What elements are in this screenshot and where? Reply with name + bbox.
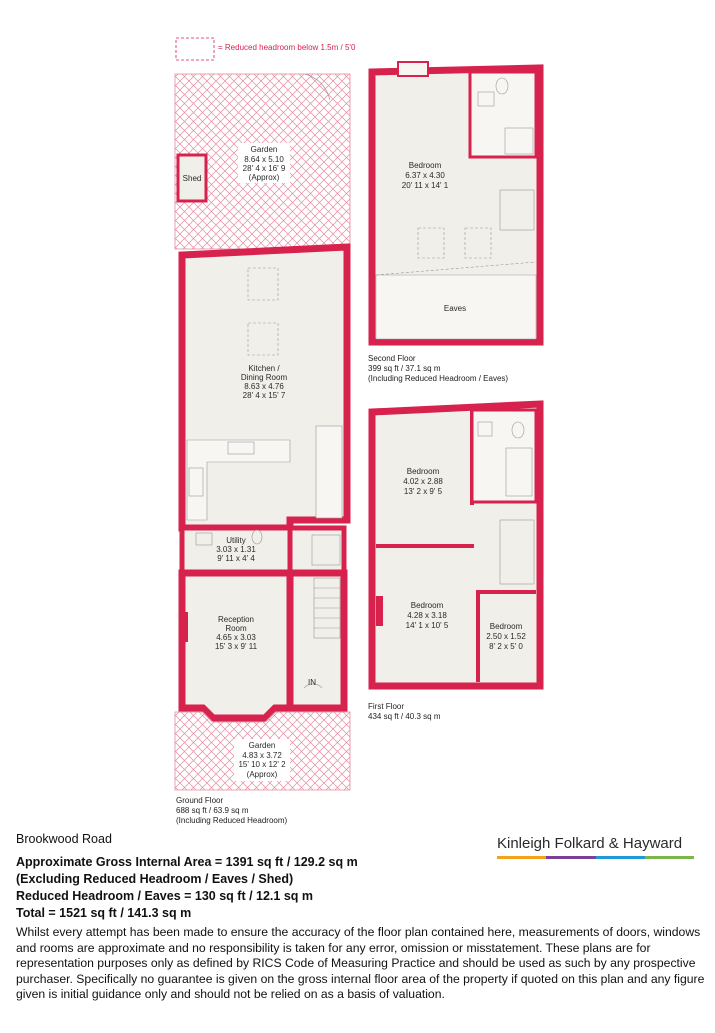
svg-text:Kitchen /: Kitchen /	[248, 364, 280, 373]
exclusions-note: (Excluding Reduced Headroom / Eaves / Shed)	[16, 872, 294, 886]
svg-text:14' 1 x 10' 5: 14' 1 x 10' 5	[405, 621, 449, 630]
svg-text:15' 3 x 9' 11: 15' 3 x 9' 11	[214, 642, 258, 651]
reception-label	[215, 615, 258, 651]
svg-text:15' 10 x 12' 2: 15' 10 x 12' 2	[238, 760, 286, 769]
bedroom2-label	[406, 601, 449, 630]
dormer-window	[398, 62, 428, 76]
total-area: Total = 1521 sq ft / 141.3 sq m	[16, 906, 192, 920]
hall-walls-lower	[290, 573, 344, 708]
second-floor-caption	[368, 354, 508, 383]
brand-stripe-purple	[546, 856, 595, 859]
brand-stripe-blue	[596, 856, 645, 859]
shed-label: Shed	[182, 174, 202, 183]
svg-text:13' 2 x 9' 5: 13' 2 x 9' 5	[403, 487, 443, 496]
svg-text:399 sq ft / 37.1 sq m: 399 sq ft / 37.1 sq m	[368, 364, 441, 373]
property-address: Brookwood Road	[16, 832, 112, 846]
bedroom1-label	[403, 467, 443, 496]
agent-logo	[497, 835, 697, 859]
svg-text:(Approx): (Approx)	[248, 173, 280, 182]
svg-text:Bedroom: Bedroom	[408, 161, 442, 170]
svg-text:Room: Room	[225, 624, 247, 633]
svg-text:4.02 x 2.88: 4.02 x 2.88	[403, 477, 443, 486]
svg-text:28' 4 x 15' 7: 28' 4 x 15' 7	[242, 391, 286, 400]
rear-garden-label	[238, 143, 290, 183]
entrance-label: IN	[308, 678, 316, 687]
svg-text:Garden: Garden	[250, 145, 278, 154]
gross-internal-area: Approximate Gross Internal Area = 1391 sq ft / 129.2 sq m	[16, 855, 358, 869]
svg-text:Bedroom: Bedroom	[406, 467, 440, 476]
brand-stripe-orange	[497, 856, 546, 859]
ground-floor	[175, 74, 350, 825]
svg-text:4.65 x 3.03: 4.65 x 3.03	[216, 633, 256, 642]
svg-text:28' 4 x 16' 9: 28' 4 x 16' 9	[242, 164, 286, 173]
legend	[176, 38, 356, 60]
bathroom-walls	[472, 410, 536, 502]
svg-text:3.03 x 1.31: 3.03 x 1.31	[216, 545, 256, 554]
svg-text:434 sq ft / 40.3 sq m: 434 sq ft / 40.3 sq m	[368, 712, 441, 721]
units	[316, 426, 342, 518]
svg-text:Ground Floor: Ground Floor	[176, 796, 224, 805]
svg-text:(Including Reduced Headroom /: (Including Reduced Headroom / Eaves)	[368, 374, 509, 383]
reduced-headroom-area: Reduced Headroom / Eaves = 130 sq ft / 12.1 sq m	[16, 889, 313, 903]
eaves-label: Eaves	[443, 304, 467, 313]
svg-text:(Approx): (Approx)	[246, 770, 278, 779]
svg-text:First Floor: First Floor	[368, 702, 404, 711]
chimney-breast	[376, 596, 383, 626]
svg-text:8.63 x 4.76: 8.63 x 4.76	[244, 382, 284, 391]
svg-text:(Including Reduced Headroom): (Including Reduced Headroom)	[176, 816, 288, 825]
ensuite-walls	[470, 72, 536, 157]
svg-text:9' 11 x 4' 4: 9' 11 x 4' 4	[217, 554, 255, 563]
svg-text:Garden: Garden	[248, 741, 276, 750]
svg-text:6.37 x 4.30: 6.37 x 4.30	[405, 171, 445, 180]
svg-text:Bedroom: Bedroom	[410, 601, 444, 610]
second-floor	[368, 62, 540, 383]
svg-text:Utility: Utility	[226, 536, 246, 545]
first-floor	[368, 404, 540, 721]
svg-text:4.83 x 3.72: 4.83 x 3.72	[242, 751, 282, 760]
svg-text:8' 2 x 5' 0: 8' 2 x 5' 0	[489, 642, 523, 651]
legend-text: = Reduced headroom below 1.5m / 5'0	[218, 43, 356, 52]
agent-name: Kinleigh Folkard & Hayward	[497, 835, 683, 852]
svg-text:2.50 x 1.52: 2.50 x 1.52	[486, 632, 526, 641]
svg-text:8.64 x 5.10: 8.64 x 5.10	[244, 155, 284, 164]
first-floor-caption	[368, 702, 441, 721]
svg-text:Bedroom: Bedroom	[489, 622, 523, 631]
chimney-breast	[182, 612, 188, 642]
brand-stripe-green	[645, 856, 694, 859]
svg-text:20' 11 x 14' 1: 20' 11 x 14' 1	[401, 181, 449, 190]
front-garden-label	[234, 739, 290, 781]
bedroom3-label	[486, 622, 526, 651]
svg-text:Reception: Reception	[217, 615, 255, 624]
legend-swatch	[176, 38, 214, 60]
svg-text:4.28 x 3.18: 4.28 x 3.18	[407, 611, 447, 620]
svg-text:Second Floor: Second Floor	[368, 354, 416, 363]
svg-text:688 sq ft / 63.9 sq m: 688 sq ft / 63.9 sq m	[176, 806, 249, 815]
brand-color-bar	[497, 856, 694, 859]
disclaimer: Whilst every attempt has been made to ensure the accuracy of the floor plan contained here, measurements of doors, windows and rooms are approximate and no responsibility is taken for any error, omission or misstatement. These plans are for representation purposes only as defined by RICS Code of Measuring Practice and should be used as such by any prospective purchaser. Specifically no guarantee is given on the gross internal floor area of the property if quoted on this plan and any figure given is initial guidance only and should not be relied on as a basis of valuation.	[16, 925, 705, 1002]
svg-text:Dining Room: Dining Room	[240, 373, 288, 382]
ground-floor-caption	[176, 796, 288, 825]
